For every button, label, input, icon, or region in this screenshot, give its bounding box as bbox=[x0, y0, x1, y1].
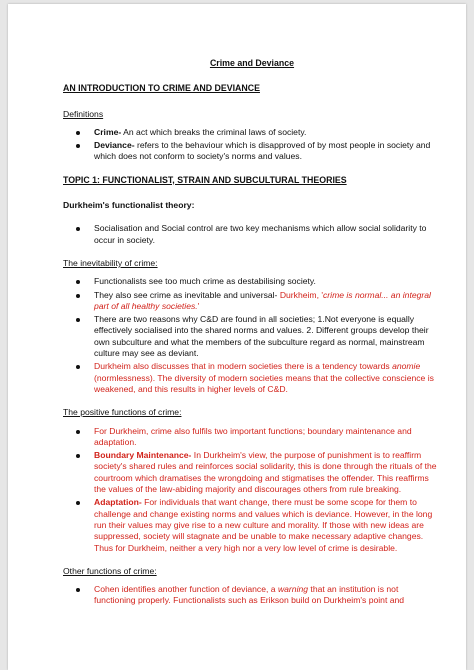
topic-heading: TOPIC 1: FUNCTIONALIST, STRAIN AND SUBCULTURAL THEORIES bbox=[63, 174, 347, 185]
other-list bbox=[63, 584, 441, 607]
other-label: Other functions of crime: bbox=[63, 565, 157, 576]
inevitability-list bbox=[63, 276, 441, 395]
text-span: (normlessness). The diversity of modern societies means that the collective conscience is weakened, and this results in higher levels of C&D. bbox=[94, 372, 434, 394]
definitions-label: Definitions bbox=[63, 108, 104, 119]
list-item bbox=[63, 290, 441, 313]
list-item bbox=[63, 584, 441, 607]
definition-term: Deviance- bbox=[94, 140, 135, 151]
durkheim-list bbox=[63, 223, 441, 246]
list-item bbox=[63, 361, 441, 395]
intro-heading: AN INTRODUCTION TO CRIME AND DEVIANCE bbox=[63, 83, 260, 94]
durkheim-heading: Durkheim's functionalist theory: bbox=[63, 200, 195, 211]
quote-end: ' bbox=[197, 300, 200, 311]
positive-list bbox=[63, 426, 441, 554]
list-item bbox=[63, 497, 441, 553]
term: Boundary Maintenance- bbox=[94, 450, 192, 461]
quote-italic: crime is normal... an integral part of all healthy societies. bbox=[94, 289, 431, 311]
document-title: Crime and Deviance bbox=[209, 58, 295, 68]
definitions-list bbox=[63, 127, 441, 163]
text-span: In Durkheim's view, the purpose of punishment is to reaffirm society's shared rules and reinforces social solidarity, this is done through the rituals of the courtroom which dramatises the wrongdoing and stigmatises the offender. This reaffirms the values of the law-abiding majority and discourages others from rule breaking. bbox=[94, 450, 437, 495]
document-content bbox=[63, 58, 441, 619]
definition-term: Crime- bbox=[94, 126, 122, 137]
text-span: For individuals that want change, there must be some scope for them to challenge and change existing norms and values which is deviance. However, in the long run their values may give rise to a new culture and morality. If those with new ideas are suppressed, society will stagnate and be unable to make necessary adaptive changes. Thus for Durkheim, neither a very high nor a very low level of crime is desirable. bbox=[94, 497, 433, 553]
list-item: There are two reasons why C&D are found in all societies; 1.Not everyone is equally effectively socialised into the shared norms and values. 2. Different groups develop their own subculture and what the members of the subculture regard as normal, mainstream culture may see as deviant. bbox=[63, 314, 441, 359]
term: Adaptation- bbox=[94, 497, 142, 508]
definition-deviance bbox=[63, 140, 441, 163]
positive-label: The positive functions of crime: bbox=[63, 407, 182, 418]
list-item: Functionalists see too much crime as destabilising society. bbox=[63, 276, 441, 287]
list-item: Socialisation and Social control are two key mechanisms which allow social solidarity to occur in society. bbox=[63, 223, 441, 246]
warning-term: warning bbox=[277, 584, 309, 595]
text-span: Durkheim also discusses that in modern societies there is a tendency towards bbox=[94, 361, 393, 372]
definition-text: An act which breaks the criminal laws of society. bbox=[121, 126, 307, 137]
text-span: Cohen identifies another function of deviance, a bbox=[94, 584, 278, 595]
list-item bbox=[63, 450, 441, 495]
text-span: that an institution is not functioning properly. Functionalists such as Erikson build on Durkheim's point and bbox=[94, 584, 405, 606]
list-item: For Durkheim, crime also fulfils two important functions; boundary maintenance and adaptation. bbox=[63, 426, 441, 449]
quote-span: Durkheim, ' bbox=[279, 289, 323, 300]
text-span: They also see crime as inevitable and universal- bbox=[94, 289, 280, 300]
document-page bbox=[8, 4, 466, 670]
inevitability-label: The inevitability of crime: bbox=[63, 257, 158, 268]
definition-crime bbox=[63, 127, 441, 138]
definition-text: refers to the behaviour which is disapproved of by most people in society and which does not conform to society's norms and values. bbox=[94, 140, 431, 162]
anomie-term: anomie bbox=[392, 361, 421, 372]
